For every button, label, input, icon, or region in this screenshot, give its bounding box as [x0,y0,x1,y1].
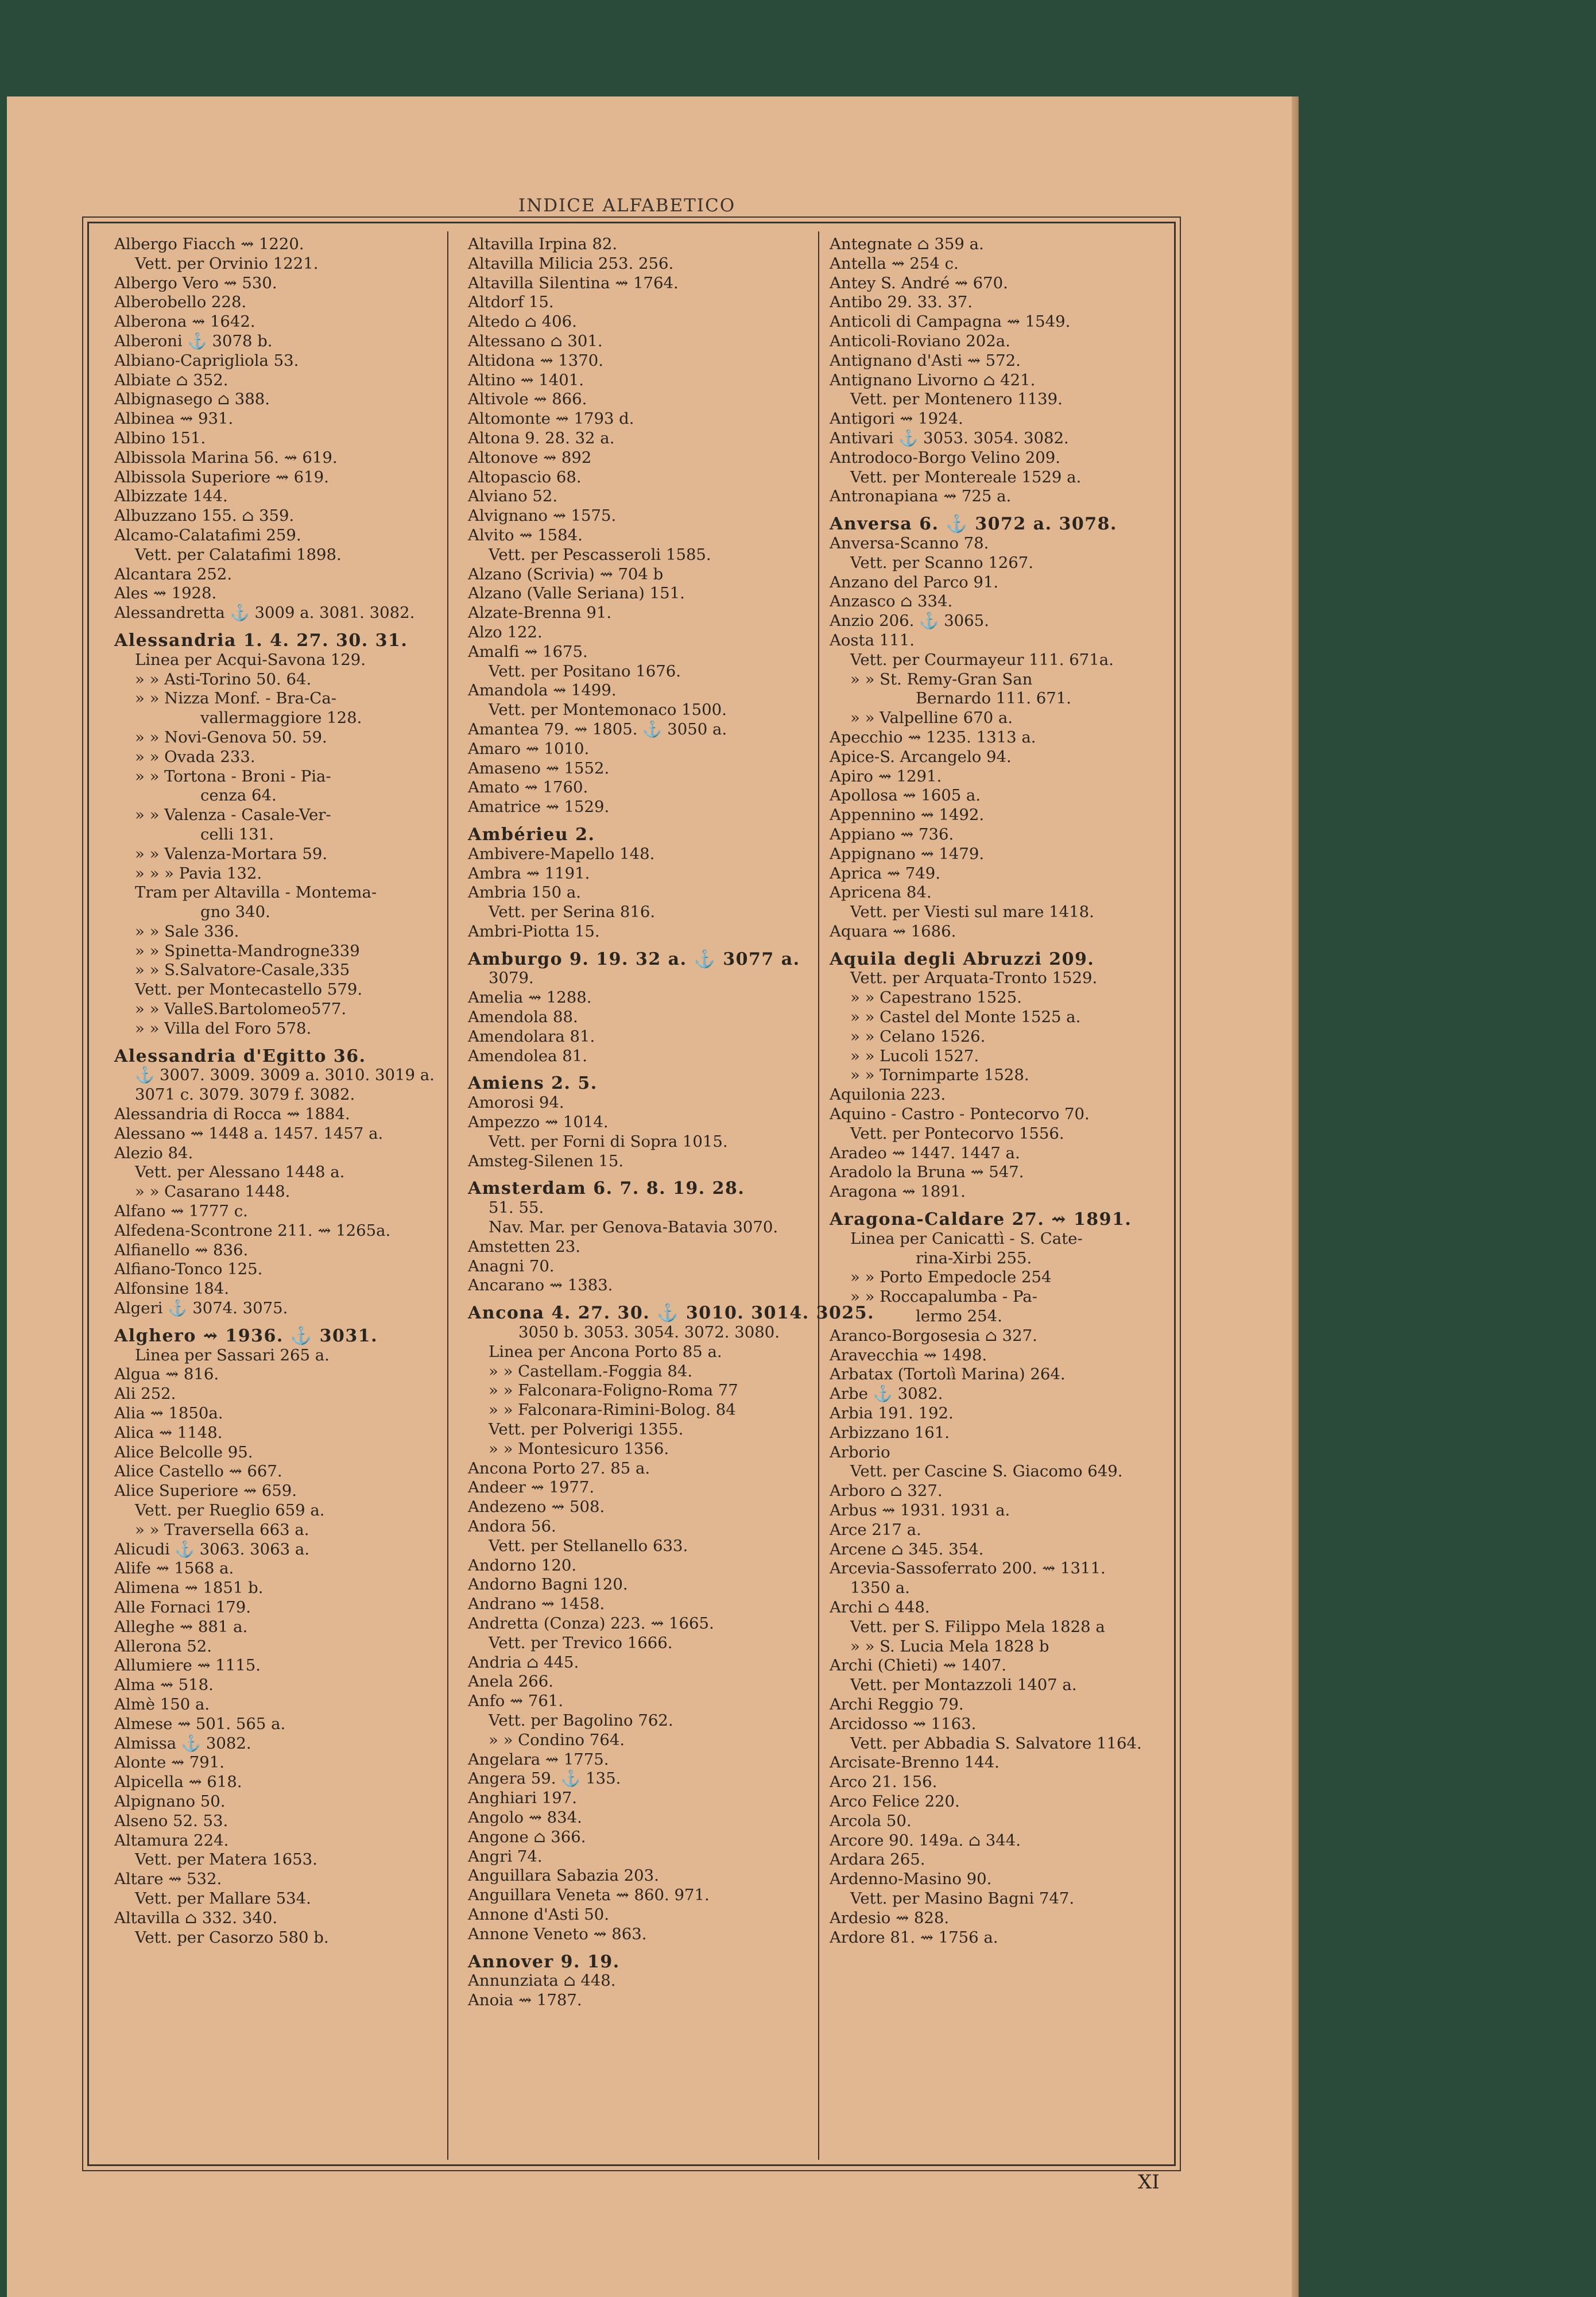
index-entry: Anoia ⇝ 1787. [468,1991,582,2010]
index-entry: Altedo ⌂ 406. [468,312,577,331]
index-entry: Amaseno ⇝ 1552. [468,759,610,778]
index-entry: Altonove ⇝ 892 [468,448,592,467]
index-entry: lermo 254. [916,1307,1002,1326]
index-entry: » » Asti-Torino 50. 64. [135,670,312,689]
index-entry: Vett. per Scanno 1267. [850,553,1034,572]
index-entry: Ardenno-Masino 90. [830,1870,992,1889]
index-entry: Alzate-Brenna 91. [468,604,612,622]
index-entry: » » Villa del Foro 578. [135,1019,312,1038]
index-entry: » » Montesicuro 1356. [489,1439,669,1458]
index-entry: Vett. per Courmayeur 111. 671a. [850,650,1114,669]
index-entry: Amendolara 81. [468,1027,595,1046]
index-entry: Albissola Superiore ⇝ 619. [114,467,329,486]
index-entry: Amorosi 94. [468,1093,564,1112]
index-entry: Alice Superiore ⇝ 659. [114,1482,297,1501]
index-entry: Vett. per Bagolino 762. [489,1711,673,1730]
index-entry: Alessandretta ⚓ 3009 a. 3081. 3082. [114,604,415,622]
index-entry: 3071 c. 3079. 3079 f. 3082. [135,1085,355,1104]
index-entry: Archi (Chieti) ⇝ 1407. [830,1656,1007,1675]
index-entry: Alzo 122. [468,622,543,641]
index-column-3 [830,235,1163,2155]
page-header: INDICE ALFABETICO [518,195,736,216]
index-entry: Amato ⇝ 1760. [468,778,588,797]
index-entry: Apecchio ⇝ 1235. 1313 a. [830,728,1036,747]
index-entry: Alica ⇝ 1148. [114,1423,223,1442]
index-entry: Alessandria di Rocca ⇝ 1884. [114,1105,350,1124]
index-entry: Aquara ⇝ 1686. [830,922,956,941]
index-entry: Tram per Altavilla - Montema- [135,883,377,902]
index-entry: Ardesio ⇝ 828. [830,1908,950,1927]
index-entry: Amsteg-Silenen 15. [468,1151,624,1170]
index-entry: Amatrice ⇝ 1529. [468,798,610,817]
index-heading: Alessandria 1. 4. 27. 30. 31. [114,630,408,651]
index-entry: Almè 150 a. [114,1695,210,1714]
index-entry: Arbizzano 161. [830,1423,950,1442]
index-entry: Altare ⇝ 532. [114,1870,222,1889]
index-entry: Vett. per Pontecorvo 1556. [850,1124,1064,1143]
index-entry: Arcene ⌂ 345. 354. [830,1540,984,1559]
index-entry: Vett. per Viesti sul mare 1418. [850,903,1094,922]
index-entry: Alseno 52. 53. [114,1811,228,1830]
index-heading: Aquila degli Abruzzi 209. [830,949,1095,969]
index-entry: Arcidosso ⇝ 1163. [830,1714,977,1733]
index-entry: Anghiari 197. [468,1789,577,1808]
index-entry: Andora 56. [468,1517,556,1536]
index-entry: Andria ⌂ 445. [468,1653,579,1672]
index-entry: Vett. per Trevico 1666. [489,1633,673,1652]
index-entry: Antigori ⇝ 1924. [830,409,963,428]
index-entry: Andeer ⇝ 1977. [468,1478,595,1497]
index-entry: Antey S. André ⇝ 670. [830,273,1008,292]
index-entry: Angri 74. [468,1847,543,1866]
index-entry: Altavilla Silentina ⇝ 1764. [468,273,679,292]
index-entry: Alvito ⇝ 1584. [468,525,583,544]
index-entry: Amendolea 81. [468,1046,588,1065]
index-entry: Algua ⇝ 816. [114,1365,219,1384]
index-heading: Amburgo 9. 19. 32 a. ⚓ 3077 a. [468,949,800,969]
index-entry: Albissola Marina 56. ⇝ 619. [114,448,338,467]
index-entry: » » S.Salvatore-Casale,335 [135,961,350,980]
index-entry: Vett. per S. Filippo Mela 1828 a [850,1617,1105,1636]
index-entry: gno 340. [200,903,270,922]
index-entry: Vett. per Montemonaco 1500. [489,701,727,720]
index-entry: Allerona 52. [114,1637,212,1656]
index-entry: Amendola 88. [468,1008,578,1027]
index-entry: Altavilla ⌂ 332. 340. [114,1908,278,1927]
index-entry: » » Ovada 233. [135,747,255,766]
index-entry: Albuzzano 155. ⌂ 359. [114,506,295,525]
index-entry: Anzio 206. ⚓ 3065. [830,612,989,631]
index-heading: Amsterdam 6. 7. 8. 19. 28. [468,1178,745,1199]
index-entry: Alonte ⇝ 791. [114,1753,225,1772]
page-edge [1292,96,1299,2297]
index-entry: Aradeo ⇝ 1447. 1447 a. [830,1143,1020,1162]
index-entry: Arbia 191. 192. [830,1404,954,1423]
index-entry: » » Tornimparte 1528. [850,1066,1029,1085]
index-entry: Ambra ⇝ 1191. [468,864,590,883]
index-entry: » » Capestrano 1525. [850,988,1022,1007]
index-entry: » » Condino 764. [489,1730,625,1749]
index-entry: Vett. per Abbadia S. Salvatore 1164. [850,1734,1142,1753]
index-entry: Andorno Bagni 120. [468,1575,628,1594]
book-page [7,96,1292,2297]
index-entry: Arcevia-Sassoferrato 200. ⇝ 1311. [830,1559,1106,1578]
index-entry: Angolo ⇝ 834. [468,1808,582,1827]
index-entry: Nav. Mar. per Genova-Batavia 3070. [489,1218,778,1237]
index-entry: Anzano del Parco 91. [830,573,999,591]
index-entry: » » Valpelline 670 a. [850,709,1013,728]
index-entry: » » S. Lucia Mela 1828 b [850,1637,1049,1656]
index-entry: » » Falconara-Foligno-Roma 77 [489,1381,738,1400]
index-entry: Amelia ⇝ 1288. [468,988,592,1007]
index-heading: Alessandria d'Egitto 36. [114,1046,366,1066]
index-entry: Ambri-Piotta 15. [468,922,600,941]
index-entry: » » Roccapalumba - Pa- [850,1287,1037,1306]
index-entry: Alberona ⇝ 1642. [114,312,255,331]
index-entry: Ancona Porto 27. 85 a. [468,1459,650,1478]
index-entry: Archi Reggio 79. [830,1695,964,1714]
index-entry: Arce 217 a. [830,1520,921,1539]
index-entry: Vett. per Orvinio 1221. [135,254,319,273]
index-entry: Arboro ⌂ 327. [830,1482,943,1501]
index-entry: Vett. per Arquata-Tronto 1529. [850,969,1098,988]
index-frame [87,222,1176,2166]
index-entry: Algeri ⚓ 3074. 3075. [114,1299,288,1318]
index-entry: Angelara ⇝ 1775. [468,1750,609,1769]
index-entry: » » Lucoli 1527. [850,1046,979,1065]
index-entry: Andezeno ⇝ 508. [468,1498,605,1517]
index-entry: Linea per Ancona Porto 85 a. [489,1342,722,1361]
index-entry: Alife ⇝ 1568 a. [114,1559,234,1578]
index-entry: Altomonte ⇝ 1793 d. [468,409,634,428]
index-entry: Angone ⌂ 366. [468,1827,586,1846]
index-entry: Alzano (Scrivia) ⇝ 704 b [468,564,664,583]
index-entry: Linea per Canicattì - S. Cate- [850,1229,1083,1248]
index-entry: » » Novi-Genova 50. 59. [135,728,327,747]
index-entry: Antella ⇝ 254 c. [830,254,959,273]
index-entry: Arco 21. 156. [830,1773,938,1792]
index-entry: Ales ⇝ 1928. [114,584,217,603]
index-entry: Aranco-Borgosesia ⌂ 327. [830,1326,1037,1345]
index-entry: Alcantara 252. [114,564,233,583]
index-entry: Ampezzo ⇝ 1014. [468,1113,609,1132]
index-entry: vallermaggiore 128. [200,709,362,728]
index-entry: Ancarano ⇝ 1383. [468,1276,613,1295]
index-entry: Antignano Livorno ⌂ 421. [830,370,1036,389]
index-entry: Vett. per Alessano 1448 a. [135,1163,345,1182]
index-entry: Alimena ⇝ 1851 b. [114,1579,264,1598]
index-entry: Altavilla Irpina 82. [468,235,618,253]
index-entry: Apollosa ⇝ 1605 a. [830,786,981,805]
index-entry: Ali 252. [114,1385,176,1403]
index-entry: Anversa-Scanno 78. [830,533,989,552]
index-entry: Alviano 52. [468,487,558,506]
index-entry: Apiro ⇝ 1291. [830,767,942,786]
index-entry: Aquilonia 223. [830,1085,946,1104]
index-entry: Vett. per Matera 1653. [135,1850,317,1869]
index-entry: Bernardo 111. 671. [916,689,1071,708]
index-entry: » » St. Remy-Gran San [850,670,1033,689]
index-entry: Arcisate-Brenno 144. [830,1753,1000,1772]
index-entry: Albergo Vero ⇝ 530. [114,273,277,292]
index-entry: 51. 55. [489,1198,544,1217]
index-entry: Anfo ⇝ 761. [468,1692,564,1711]
index-entry: Alma ⇝ 518. [114,1676,214,1695]
index-entry: Vett. per Casorzo 580 b. [135,1928,329,1947]
index-entry: Vett. per Polverigi 1355. [489,1420,684,1439]
index-entry: Alleghe ⇝ 881 a. [114,1617,248,1636]
index-entry: Ardore 81. ⇝ 1756 a. [830,1928,998,1947]
index-entry: Vett. per Montenero 1139. [850,390,1063,409]
index-entry: Altivole ⇝ 866. [468,390,587,409]
index-entry: Ambivere-Mapello 148. [468,844,655,863]
index-entry: Alberoni ⚓ 3078 b. [114,331,273,350]
index-entry: Albino 151. [114,428,206,447]
index-entry: Alfianello ⇝ 836. [114,1240,249,1259]
index-entry: Arborio [830,1443,890,1461]
index-entry: Vett. per Montazzoli 1407 a. [850,1676,1077,1695]
index-entry: » » Valenza - Casale-Ver- [135,806,331,825]
index-entry: Annone Veneto ⇝ 863. [468,1924,647,1943]
index-entry: Antibo 29. 33. 37. [830,293,973,312]
index-entry: Aragona ⇝ 1891. [830,1182,966,1201]
index-entry: 3079. [489,969,534,988]
index-entry: Amantea 79. ⇝ 1805. ⚓ 3050 a. [468,720,727,738]
index-entry: Vett. per Mallare 534. [135,1889,311,1908]
index-entry: Alezio 84. [114,1143,193,1162]
index-entry: » » » Pavia 132. [135,864,262,883]
index-entry: Amaro ⇝ 1010. [468,739,590,758]
index-entry: Anagni 70. [468,1256,555,1275]
index-entry: Vett. per Montecastello 579. [135,980,363,999]
index-entry: » » Nizza Monf. - Bra-Ca- [135,689,337,708]
index-entry: Altino ⇝ 1401. [468,370,584,389]
index-entry: Albizzate 144. [114,487,228,506]
index-entry: Appignano ⇝ 1479. [830,844,985,863]
index-entry: » » Castel del Monte 1525 a. [850,1008,1081,1027]
index-entry: Anzasco ⌂ 334. [830,592,953,611]
index-entry: » » Casarano 1448. [135,1182,290,1201]
index-entry: Apricena 84. [830,883,932,902]
index-entry: cenza 64. [200,786,277,805]
index-entry: Antronapiana ⇝ 725 a. [830,487,1012,506]
index-entry: Aradolo la Bruna ⇝ 547. [830,1163,1024,1182]
index-column-1 [114,235,459,2155]
index-entry: » » Porto Empedocle 254 [850,1268,1052,1287]
index-entry: rina-Xirbi 255. [916,1248,1032,1267]
index-entry: Andretta (Conza) 223. ⇝ 1665. [468,1614,714,1633]
index-entry: » » Castellam.-Foggia 84. [489,1362,693,1380]
index-entry: » » Tortona - Broni - Pia- [135,767,331,786]
index-entry: Anela 266. [468,1672,554,1691]
index-entry: Aravecchia ⇝ 1498. [830,1345,987,1364]
index-entry: Alfonsine 184. [114,1279,229,1298]
index-entry: Arcola 50. [830,1811,912,1830]
index-entry: Andorno 120. [468,1556,577,1575]
index-entry: Annunziata ⌂ 448. [468,1971,616,1990]
index-entry: Aosta 111. [830,631,915,649]
index-entry: Anguillara Veneta ⇝ 860. 971. [468,1886,710,1905]
index-entry: Alvignano ⇝ 1575. [468,506,617,525]
index-entry: Anticoli-Roviano 202a. [830,331,1010,350]
index-entry: Linea per Sassari 265 a. [135,1345,330,1364]
index-entry: Albignasego ⌂ 388. [114,390,270,409]
index-entry: Vett. per Forni di Sopra 1015. [489,1132,728,1151]
index-heading: Ambérieu 2. [468,824,595,845]
index-entry: Almissa ⚓ 3082. [114,1734,251,1753]
index-entry: Appennino ⇝ 1492. [830,806,985,825]
index-entry: Vett. per Masino Bagni 747. [850,1889,1075,1908]
index-entry: Alzano (Valle Seriana) 151. [468,584,685,603]
index-entry: Archi ⌂ 448. [830,1598,930,1617]
index-entry: » » Traversella 663 a. [135,1520,309,1539]
index-entry: Antignano d'Asti ⇝ 572. [830,351,1021,370]
index-entry: Andrano ⇝ 1458. [468,1595,605,1614]
index-entry: Ardara 265. [830,1850,925,1869]
index-entry: » » Falconara-Rimini-Bolog. 84 [489,1401,736,1420]
index-entry: Altamura 224. [114,1831,229,1850]
index-entry: » » Spinetta-Mandrogne339 [135,941,360,960]
index-heading: Aragona-Caldare 27. ⇝ 1891. [830,1209,1132,1230]
index-entry: Vett. per Positano 1676. [489,662,681,680]
index-entry: Apice-S. Arcangelo 94. [830,747,1012,766]
index-heading: Amiens 2. 5. [468,1073,598,1094]
index-entry: Alpicella ⇝ 618. [114,1773,242,1792]
index-entry: Anticoli di Campagna ⇝ 1549. [830,312,1071,331]
index-entry: Vett. per Montereale 1529 a. [850,467,1082,486]
index-entry: Alfano ⇝ 1777 c. [114,1202,248,1221]
index-entry: Altdorf 15. [468,293,554,312]
index-entry: Vett. per Pescasseroli 1585. [489,545,711,564]
index-entry: Amandola ⇝ 1499. [468,681,617,700]
index-entry: Alle Fornaci 179. [114,1598,251,1617]
index-entry: Albergo Fiacch ⇝ 1220. [114,235,304,253]
index-entry: Alice Castello ⇝ 667. [114,1462,282,1481]
index-heading: Anversa 6. ⚓ 3072 a. 3078. [830,514,1117,535]
index-entry: Alpignano 50. [114,1792,226,1811]
index-entry: Amalfi ⇝ 1675. [468,642,588,661]
index-entry: Annone d'Asti 50. [468,1905,610,1924]
index-heading: Annover 9. 19. [468,1951,620,1972]
index-entry: Alice Belcolle 95. [114,1443,253,1461]
index-entry: Vett. per Serina 816. [489,903,656,922]
index-entry: Vett. per Rueglio 659 a. [135,1501,325,1519]
index-entry: Antrodoco-Borgo Velino 209. [830,448,1060,467]
index-entry: Almese ⇝ 501. 565 a. [114,1714,286,1733]
index-entry: Alfedena-Scontrone 211. ⇝ 1265a. [114,1221,391,1240]
index-entry: Aprica ⇝ 749. [830,864,940,883]
index-entry: Altopascio 68. [468,467,582,486]
index-entry: Arco Felice 220. [830,1792,960,1811]
index-entry: Vett. per Cascine S. Giacomo 649. [850,1462,1123,1481]
index-entry: Altessano ⌂ 301. [468,331,603,350]
index-entry: ⚓ 3007. 3009. 3009 a. 3010. 3019 a. [135,1066,435,1085]
index-entry: Arcore 90. 149a. ⌂ 344. [830,1831,1021,1850]
index-entry: 3050 b. 3053. 3054. 3072. 3080. [518,1323,780,1342]
index-entry: Alberobello 228. [114,293,247,312]
index-entry: » » Valenza-Mortara 59. [135,844,328,863]
index-entry: Alessano ⇝ 1448 a. 1457. 1457 a. [114,1124,383,1143]
index-entry: Allumiere ⇝ 1115. [114,1656,261,1675]
index-entry: » » Sale 336. [135,922,239,941]
index-entry: Anguillara Sabazia 203. [468,1866,659,1885]
index-entry: Altavilla Milicia 253. 256. [468,254,674,273]
index-entry: Albinea ⇝ 931. [114,409,234,428]
index-entry: Alcamo-Calatafimi 259. [114,525,301,544]
index-entry: Albiate ⌂ 352. [114,370,228,389]
index-entry: 1350 a. [850,1579,910,1598]
index-entry: Alicudi ⚓ 3063. 3063 a. [114,1540,310,1559]
index-entry: Arbatax (Tortolì Marina) 264. [830,1365,1066,1384]
index-entry: Appiano ⇝ 736. [830,825,954,844]
index-entry: Alfiano-Tonco 125. [114,1260,263,1279]
index-heading: Alghero ⇝ 1936. ⚓ 3031. [114,1325,378,1346]
index-entry: Ambria 150 a. [468,883,581,902]
index-entry: Vett. per Calatafimi 1898. [135,545,342,564]
page-number: XI [1138,2171,1160,2194]
index-entry: Albiano-Caprigliola 53. [114,351,299,370]
index-heading: Ancona 4. 27. 30. ⚓ 3010. 3014. 3025. [468,1303,875,1324]
index-entry: Vett. per Stellanello 633. [489,1536,688,1555]
index-entry: Angera 59. ⚓ 135. [468,1769,621,1788]
index-entry: Arbus ⇝ 1931. 1931 a. [830,1501,1010,1519]
index-entry: Amstetten 23. [468,1237,580,1256]
index-entry: Antivari ⚓ 3053. 3054. 3082. [830,428,1069,447]
index-entry: Arbe ⚓ 3082. [830,1385,943,1403]
index-entry: » » ValleS.Bartolomeo577. [135,1000,347,1019]
index-entry: Aquino - Castro - Pontecorvo 70. [830,1105,1090,1124]
index-entry: celli 131. [200,825,274,844]
index-entry: » » Celano 1526. [850,1027,986,1046]
index-entry: Linea per Acqui-Savona 129. [135,650,366,669]
index-entry: Altidona ⇝ 1370. [468,351,604,370]
index-entry: Altona 9. 28. 32 a. [468,428,615,447]
index-entry: Antegnate ⌂ 359 a. [830,235,984,253]
index-entry: Alia ⇝ 1850a. [114,1404,223,1423]
